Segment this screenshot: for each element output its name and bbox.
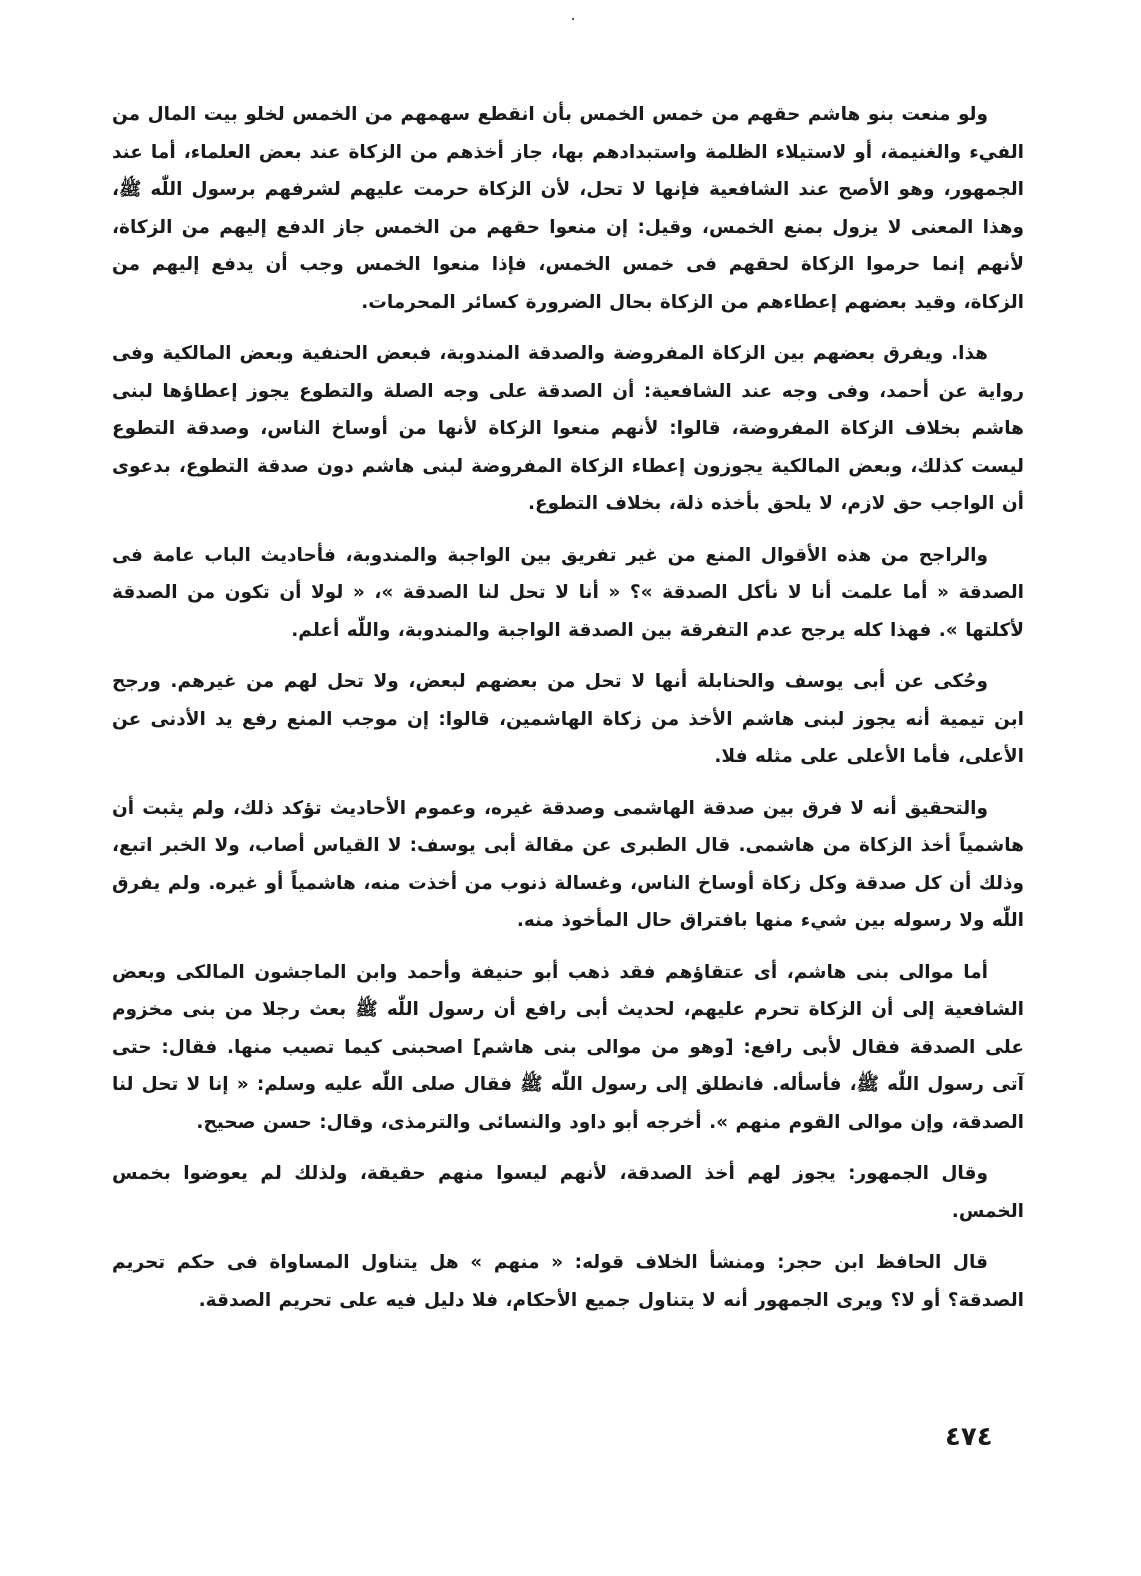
scan-mark [572,18,574,20]
paragraph-4: وحُكى عن أبى يوسف والحنابلة أنها لا تحل من بعضهم لبعض، ولا تحل لهم من غيرهم. ورجح ابن تيمية أنه يجوز لبنى هاشم الأخذ من زكاة الهاشمين، قالوا: إن موجب المنع رفع يد الأدنى عن الأعلى، فأما الأعلى على مثله فلا. [112,671,1024,767]
page-number: ٤٧٤ [945,1422,993,1452]
paragraph-1: ولو منعت بنو هاشم حقهم من خمس الخمس بأن انقطع سهمهم من الخمس لخلو بيت المال من الفيء والغنيمة، أو لاستيلاء الظلمة واستبدادهم بها، جاز أخذهم من الزكاة عند بعض العلماء، أما عند الجمهور، وهو الأصح عند الشافعية فإنها لا تحل، لأن الزكاة حرمت عليهم لشرفهم برسول اللّٰه ﷺ، وهذا المعنى لا يزول بمنع الخمس، وقيل: إن منعوا حقهم من الخمس جاز الدفع إليهم من الزكاة، لأنهم إنما حرموا الزكاة لحقهم فى خمس الخمس، فإذا منعوا الخمس وجب أن يدفع إليهم من الزكاة، وقيد بعضهم إعطاءهم من الزكاة بحال الضرورة كسائر المحرمات. [112,104,1024,313]
paragraph-3: والراجح من هذه الأقوال المنع من غير تفريق بين الواجبة والمندوبة، فأحاديث الباب عامة فى الصدقة « أما علمت أنا لا نأكل الصدقة »؟ « أنا لا تحل لنا الصدقة »، « لولا أن تكون من الصدقة لأكلتها ». فهذا كله يرجح عدم التفرقة بين الصدقة الواجبة والمندوبة، واللّٰه أعلم. [112,544,1024,641]
paragraph-8: قال الحافظ ابن حجر: ومنشأ الخلاف قوله: « منهم » هل يتناول المساواة فى حكم تحريم الصدقة؟ أو لا؟ ويرى الجمهور أنه لا يتناول جميع الأحكام، فلا دليل فيه على تحريم الصدقة. [112,1252,1024,1311]
paragraph-7: وقال الجمهور: يجوز لهم أخذ الصدقة، لأنهم ليسوا منهم حقيقة، ولذلك لم يعوضوا بخمس الخمس. [112,1163,1024,1222]
paragraph-5: والتحقيق أنه لا فرق بين صدقة الهاشمى وصدقة غيره، وعموم الأحاديث تؤكد ذلك، ولم يثبت أن هاشمياً أخذ الزكاة من هاشمى. قال الطبرى عن مقالة أبى يوسف: لا القياس أصاب، ولا الخبر اتبع، وذلك أن كل صدقة وكل زكاة أوساخ الناس، وغسالة ذنوب من أخذت منه، هاشمياً أو غيره. ولم يفرق اللّٰه ولا رسوله بين شيء منها بافتراق حال المأخوذ منه. [112,797,1024,931]
paragraph-6: أما موالى بنى هاشم، أى عتقاؤهم فقد ذهب أبو حنيفة وأحمد وابن الماجشون المالكى وبعض الشافعية إلى أن الزكاة تحرم عليهم، لحديث أبى رافع أن رسول اللّٰه ﷺ بعث رجلا من بنى مخزوم على الصدقة فقال لأبى رافع: [وهو من موالى بنى هاشم] اصحبنى كيما تصيب منها. فقال: حتى آتى رسول اللّٰه ﷺ، فأسأله. فانطلق إلى رسول اللّٰه ﷺ فقال صلى اللّٰه عليه وسلم: « إنا لا تحل لنا الصدقة، وإن موالى القوم منهم ». أخرجه أبو داود والنسائى والترمذى، وقال: حسن صحيح. [112,961,1024,1133]
paragraph-2: هذا. ويفرق بعضهم بين الزكاة المفروضة والصدقة المندوبة، فبعض الحنفية وبعض المالكية وفى رواية عن أحمد، وفى وجه عند الشافعية: أن الصدقة على وجه الصلة والتطوع يجوز إعطاؤها لبنى هاشم بخلاف الزكاة المفروضة، قالوا: لأنهم منعوا الزكاة لأنها من أوساخ الناس، وصدقة التطوع ليست كذلك، وبعض المالكية يجوزون إعطاء الزكاة المفروضة لبنى هاشم دون صدقة التطوع، بدعوى أن الواجب حق لازم، لا يلحق بأخذه ذلة، بخلاف التطوع. [112,343,1024,514]
body-text [112,96,1024,1333]
